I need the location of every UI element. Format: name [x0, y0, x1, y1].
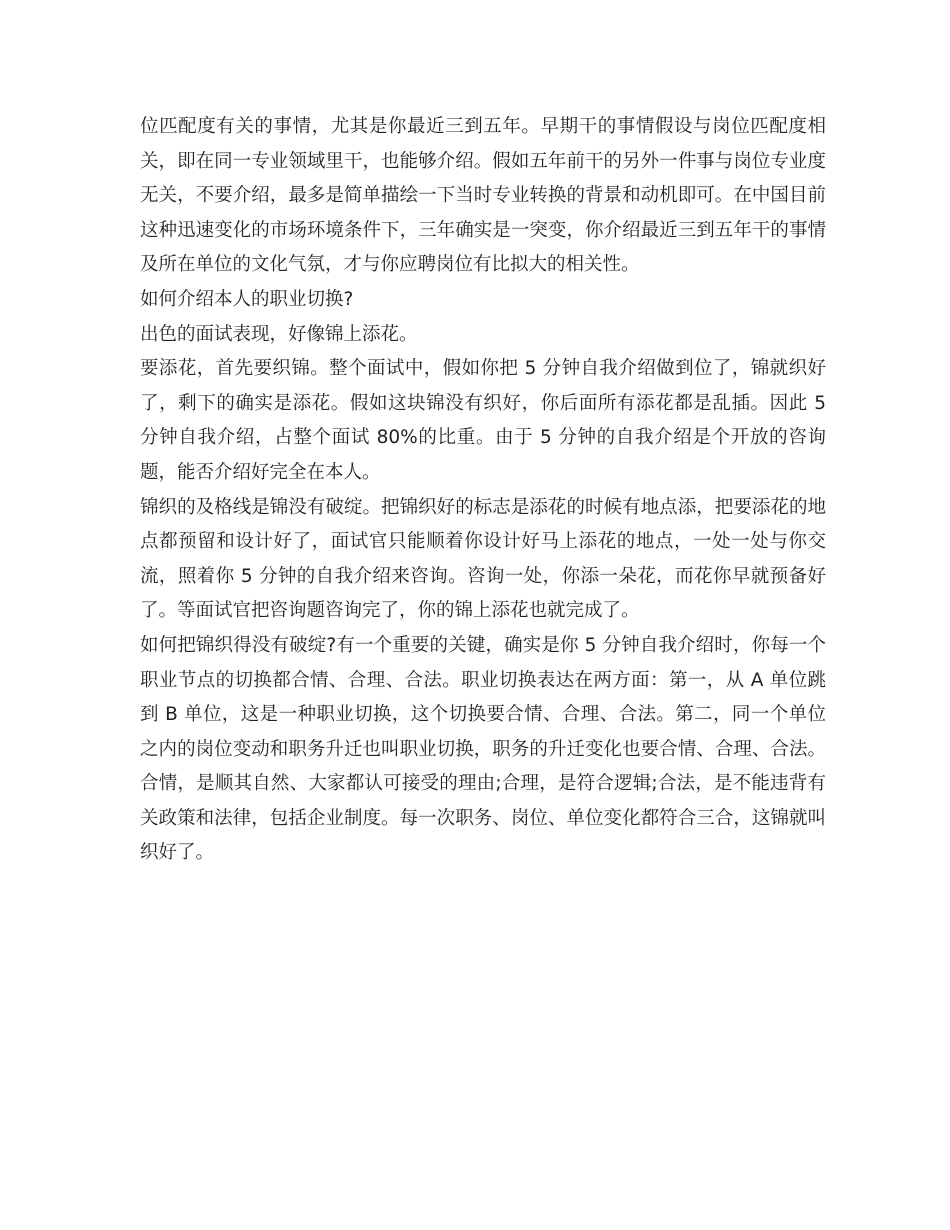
- paragraph-no-flaws: 如何把锦织得没有破绽?有一个重要的关键，确实是你 5 分钟自我介绍时，你每一个职业节点的切换都合情、合理、合法。职业切换表达在两方面：第一，从 A 单位跳到 B 单位，这是一种职业切换，这个切换要合情、合理、合法。第二，同一个单位之内的岗位变动和职务升迁也叫职业切换，职务的升迁变化也要合情、合理、合法。合情，是顺其自然、大家都认可接受的理由;合理，是符合逻辑;合法，是不能违背有关政策和法律，包括企业制度。每一次职务、岗位、单位变化都符合三合，这锦就叫织好了。: [140, 634, 826, 864]
- paragraph-interview-performance: 出色的面试表现，好像锦上添花。: [140, 323, 418, 345]
- paragraph-continued-text: 位匹配度有关的事情，尤其是你最近三到五年。早期干的事情假设与岗位匹配度相关，即在同一专业领域里干，也能够介绍。假如五年前干的另外一件事与岗位专业度无关，不要介绍，最多是简单描绘一下当时专业转换的背景和动机即可。在中国目前这种迅速变化的市场环境条件下，三年确实是一突变，你介绍最近三到五年干的事情及所在单位的文化气氛，才与你应聘岗位有比拟大的相关性。: [140, 116, 826, 276]
- paragraph-weave-brocade: 要添花，首先要织锦。整个面试中，假如你把 5 分钟自我介绍做到位了，锦就织好了，剩下的确实是添花。假如这块锦没有织好，你后面所有添花都是乱插。因此 5 分钟自我介绍，占整个面试 80%的比重。由于 5 分钟的自我介绍是个开放的咨询题，能否介绍好完全在本人。: [140, 358, 826, 483]
- document-body: [140, 110, 826, 871]
- paragraph-passing-line: 锦织的及格线是锦没有破绽。把锦织好的标志是添花的时候有地点添，把要添花的地点都预留和设计好了，面试官只能顺着你设计好马上添花的地点，一处一处与你交流，照着你 5 分钟的自我介绍来咨询。咨询一处，你添一朵花，而花你早就预备好了。等面试官把咨询题咨询完了，你的锦上添花也就完成了。: [140, 496, 826, 622]
- paragraph-question-career-switch: 如何介绍本人的职业切换?: [140, 288, 354, 310]
